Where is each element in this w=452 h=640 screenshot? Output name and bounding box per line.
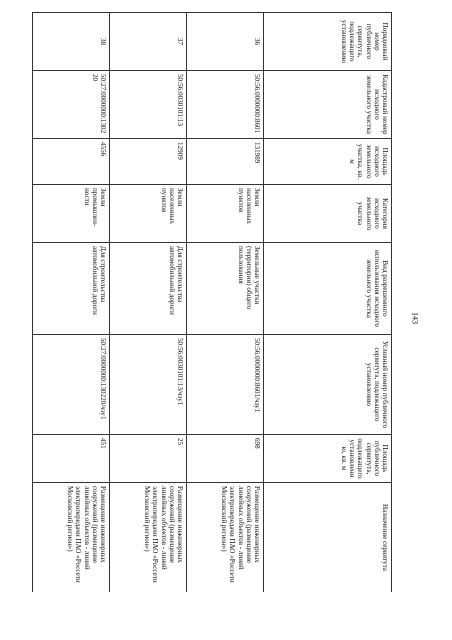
- page-number: 143: [410, 312, 420, 324]
- cell-area: 12909: [110, 139, 187, 185]
- table-row: [33, 13, 110, 593]
- header-cell-use: Вид разрешенного использования исходного земельного участка: [264, 243, 392, 335]
- cell-servitude-number: 50:56:0000000:8601/чзу1: [187, 335, 264, 435]
- cell-use: Земельные участки (территории) общего пользования: [187, 243, 264, 335]
- cell-purpose: Размещение инженерных сооружений (размещение линейных объектов - линий электропередачи ПАО «Россети Московский регион»): [110, 483, 187, 593]
- header-cell-servitude-number: Условный номер публичного сервитута, подлежащего установлению: [264, 335, 392, 435]
- cell-cadastral: 50:56:0000000:8601: [187, 71, 264, 139]
- table-header-row: [264, 13, 392, 593]
- cell-category: Земли промышлен-ности: [33, 185, 110, 243]
- cell-servitude-number: 50:56:0030101:13/чзу1: [110, 335, 187, 435]
- cell-number: 37: [110, 13, 187, 71]
- cell-use: Для строительства автомобильной дороги: [33, 243, 110, 335]
- header-cell-purpose: Назначение сервитута: [264, 483, 392, 593]
- header-cell-cadastral: Кадастровый номер исходного земельного участка: [264, 71, 392, 139]
- table-row: [187, 13, 264, 593]
- cell-area: 4556: [33, 139, 110, 185]
- rotated-table-frame: [32, 12, 392, 592]
- cell-area: 131989: [187, 139, 264, 185]
- servitude-table: [32, 12, 392, 592]
- header-cell-servitude-area: Площадь публичного сервитута, подлежащего установлению, кв. м: [264, 435, 392, 483]
- cell-servitude-area: 451: [33, 435, 110, 483]
- rotated-table-content: [32, 12, 392, 592]
- header-cell-number: Порядковый номер публичного сервитута, подлежащего установлению: [264, 13, 392, 71]
- cell-number: 38: [33, 13, 110, 71]
- cell-cadastral: 50:56:0030101:13: [110, 71, 187, 139]
- cell-category: Земли населенных пунктов: [187, 185, 264, 243]
- cell-servitude-area: 698: [187, 435, 264, 483]
- cell-purpose: Размещение инженерных сооружений (размещение линейных объектов - линий электропередачи ПАО «Россети Московский регион»): [187, 483, 264, 593]
- header-cell-category: Категория исходного земельного участка: [264, 185, 392, 243]
- cell-purpose: Размещение инженерных сооружений (размещение линейных объектов - линий электропередачи ПАО «Россети Московский регион»): [33, 483, 110, 593]
- cell-cadastral: 50:27:0000000:130220: [33, 71, 110, 139]
- cell-servitude-area: 25: [110, 435, 187, 483]
- cell-servitude-number: 50:27:0000000:130220/чзу1: [33, 335, 110, 435]
- cell-category: Земли населенных пунктов: [110, 185, 187, 243]
- table-row: [110, 13, 187, 593]
- cell-use: Для строительства автомобильной дороги: [110, 243, 187, 335]
- header-cell-area: Площадь исходного земельного участка, кв. м: [264, 139, 392, 185]
- cell-number: 36: [187, 13, 264, 71]
